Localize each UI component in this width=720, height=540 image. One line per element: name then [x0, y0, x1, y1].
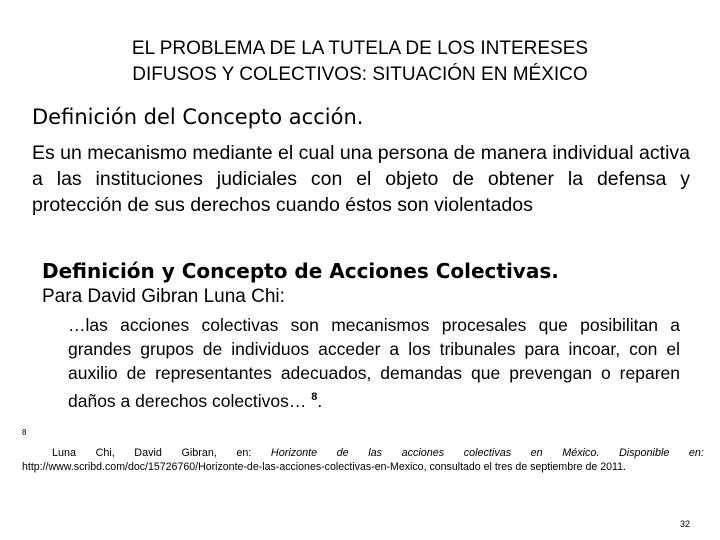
footnote-title-word: de [336, 447, 349, 459]
footnote-title-word: en: [688, 447, 704, 459]
footnote-word: Gibran, [181, 447, 217, 459]
footnote-word: David [134, 447, 162, 459]
page-title-line-1: EL PROBLEMA DE LA TUTELA DE LOS INTERESES [131, 38, 589, 59]
footnote-title-word: las [368, 447, 383, 459]
quote-block [68, 313, 680, 413]
quote-text: …las acciones colectivas son mecanismos procesales que posibilitan a grandes grupos de individuos acceder a los tribunales para incoar, con el auxilio de representantes adecuados, demandas que prevengan o reparen daños a derechos colectivos… [68, 315, 680, 411]
section-heading-acciones-colectivas: Definición y Concepto de Acciones Colectivas. [42, 259, 559, 283]
page-title [0, 36, 720, 88]
page-title-line-2: DIFUSOS Y COLECTIVOS: SITUACIÓN EN MÉXICO [132, 64, 588, 85]
footnote-word: Luna [52, 447, 77, 459]
footnote-reference: 8 [311, 391, 318, 403]
footnote-title-word: México. [562, 447, 600, 459]
page-number: 32 [680, 519, 691, 529]
footnote-title-word: en [530, 447, 543, 459]
footnote-title-word: acciones [401, 447, 445, 459]
footnote-title-word: colectivas [463, 447, 512, 459]
footnote-word: en: [236, 447, 252, 459]
section-heading-accion: Definición del Concepto acción. [32, 105, 364, 129]
footnote-title-word: Horizonte [270, 447, 318, 459]
footnote-marker: 8 [22, 428, 27, 437]
footnote-word: Chi, [95, 447, 115, 459]
definition-paragraph: Es un mecanismo mediante el cual una persona de manera individual activa a las instituciones judiciales con el objeto de obtener la defensa y protección de sus derechos cuando éstos son violentados [32, 142, 690, 216]
quote-end: . [317, 391, 323, 411]
footnote-line-1 [52, 446, 704, 460]
footnote-line-2: http://www.scribd.com/doc/15726760/Horizonte-de-las-acciones-colectivas-en-Mexico, consultado el tres de septiembre de 2011. [22, 461, 626, 473]
author-line: Para David Gibran Luna Chi: [42, 286, 285, 307]
footnote-title-word: Disponible [618, 447, 670, 459]
